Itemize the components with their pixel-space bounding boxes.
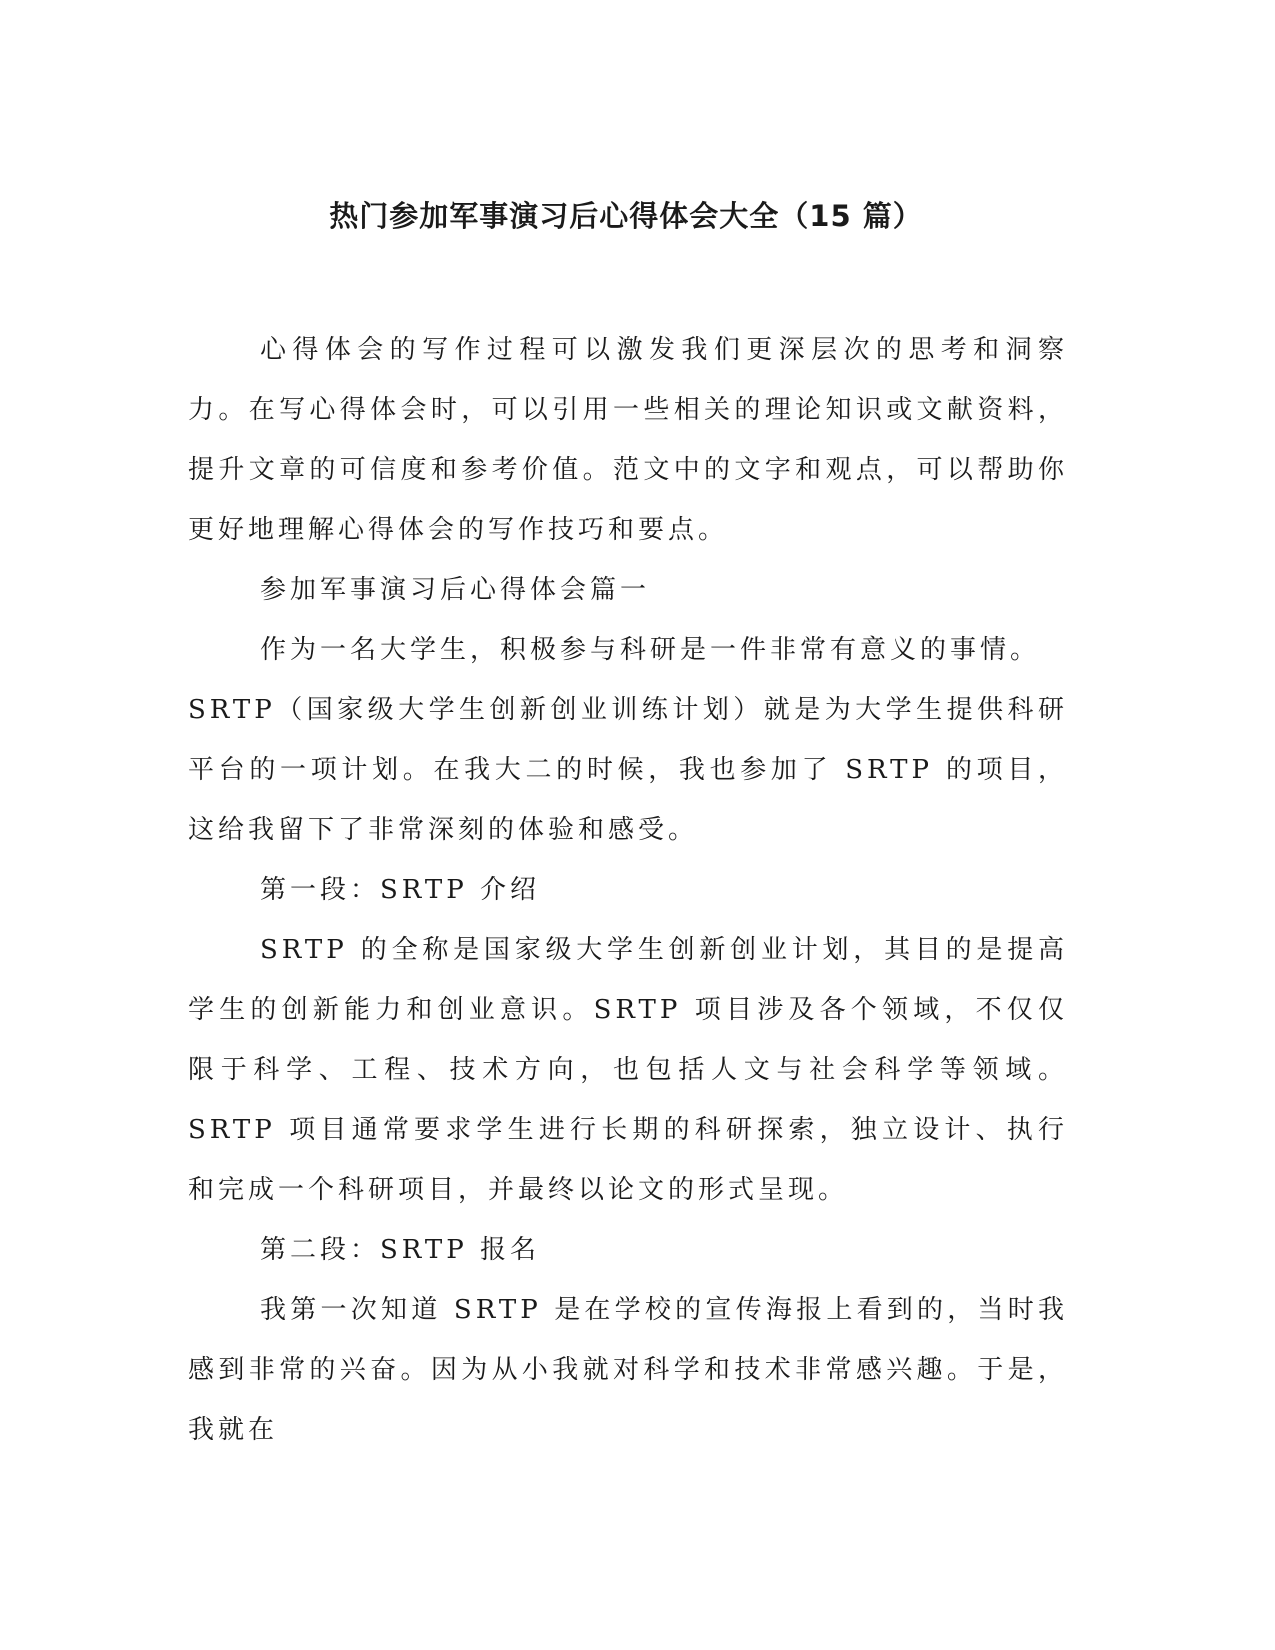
section-heading-part-one: 参加军事演习后心得体会篇一	[260, 575, 651, 605]
body-paragraph: 作为一名大学生，积极参与科研是一件非常有意义的事情。	[260, 635, 1041, 665]
section-heading-srtp-intro: 第一段：SRTP 介绍	[260, 875, 541, 905]
body-paragraph: SRTP 的全称是国家级大学生创新创业计划，其目的是提高学生的创新能力和创业意识。SRTP 项目涉及各个领域，不仅仅限于科学、工程、技术方向，也包括人文与社会科学等领域。SRTP 项目通常要求学生进行长期的科研探索，独立设计、执行和完成一个科研项目，并最终以论文的形式呈现。	[188, 935, 1068, 1205]
section-heading-srtp-signup: 第二段：SRTP 报名	[260, 1235, 541, 1265]
body-paragraph: 我第一次知道 SRTP 是在学校的宣传海报上看到的，当时我感到非常的兴奋。因为从小我就对科学和技术非常感兴趣。于是，我就在	[188, 1295, 1068, 1445]
document-title: 热门参加军事演习后心得体会大全（15 篇）	[329, 199, 923, 233]
intro-paragraph: 心得体会的写作过程可以激发我们更深层次的思考和洞察力。在写心得体会时，可以引用一些相关的理论知识或文献资料，提升文章的可信度和参考价值。范文中的文字和观点，可以帮助你更好地理解心得体会的写作技巧和要点。	[188, 335, 1068, 545]
document-body	[188, 320, 1068, 1460]
body-paragraph: SRTP（国家级大学生创新创业训练计划）就是为大学生提供科研平台的一项计划。在我大二的时候，我也参加了 SRTP 的项目，这给我留下了非常深刻的体验和感受。	[188, 695, 1068, 845]
